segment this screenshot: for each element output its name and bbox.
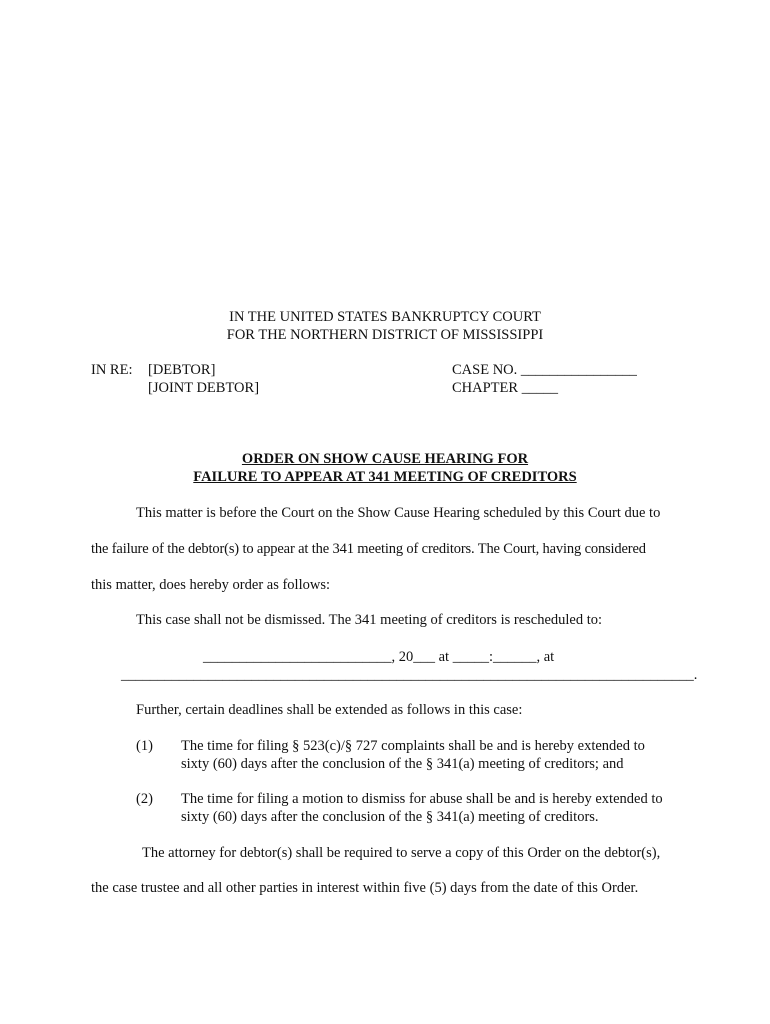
court-name-line: IN THE UNITED STATES BANKRUPTCY COURT (229, 309, 541, 325)
paragraph-2: This case shall not be dismissed. The 341 meeting of creditors is rescheduled to: (136, 612, 603, 628)
paragraph-4-line1: The attorney for debtor(s) shall be required to serve a copy of this Order on the debtor(s), (142, 845, 661, 861)
court-district-line: FOR THE NORTHERN DISTRICT OF MISSISSIPPI (226, 327, 544, 343)
item-2-line2: sixty (60) days after the conclusion of the § 341(a) meeting of creditors. (181, 809, 599, 825)
item-1-number: (1) (136, 738, 153, 754)
reschedule-date-line: __________________________, 20___ at _____:______, at (203, 649, 555, 665)
paragraph-3: Further, certain deadlines shall be extended as follows in this case: (136, 702, 523, 718)
joint-debtor-name: [JOINT DEBTOR] (148, 380, 260, 396)
chapter-number: CHAPTER _____ (452, 380, 558, 396)
paragraph-4-line2: the case trustee and all other parties in interest within five (5) days from the date of this Order. (91, 880, 639, 896)
reschedule-location-line: _______________________________________________________________________________. (121, 667, 698, 683)
in-re-label: IN RE: (91, 362, 133, 378)
item-1-line1: The time for filing § 523(c)/§ 727 complaints shall be and is hereby extended to (181, 738, 645, 754)
case-number: CASE NO. ________________ (452, 362, 637, 378)
item-2-number: (2) (136, 791, 153, 807)
order-title-line1: ORDER ON SHOW CAUSE HEARING FOR (241, 451, 529, 467)
order-title-line2: FAILURE TO APPEAR AT 341 MEETING OF CREDITORS (193, 469, 577, 485)
paragraph-1-line1: This matter is before the Court on the Show Cause Hearing scheduled by this Court due to (136, 505, 661, 521)
paragraph-1-line3: this matter, does hereby order as follows: (91, 577, 331, 593)
item-2-line1: The time for filing a motion to dismiss for abuse shall be and is hereby extended to (181, 791, 663, 807)
item-1-line2: sixty (60) days after the conclusion of the § 341(a) meeting of creditors; and (181, 756, 624, 772)
debtor-name: [DEBTOR] (148, 362, 216, 378)
paragraph-1-line2: the failure of the debtor(s) to appear at the 341 meeting of creditors. The Court, having considered (91, 541, 646, 557)
